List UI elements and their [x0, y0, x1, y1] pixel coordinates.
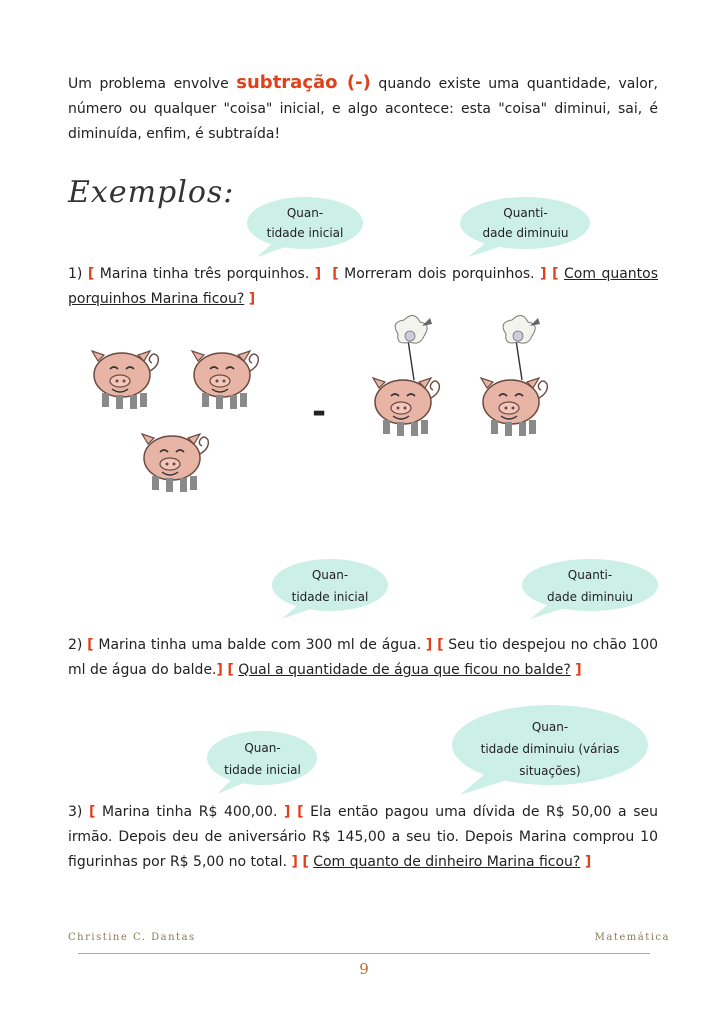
bracket: ] — [291, 854, 298, 870]
example-3-text — [68, 800, 658, 875]
pig-icon — [92, 351, 158, 409]
page-number: 9 — [359, 960, 369, 978]
bubble-line: tidade inicial — [224, 763, 301, 777]
bubble-line: Quan- — [286, 206, 324, 220]
bracket: [ — [89, 804, 96, 820]
bracket: [ — [297, 804, 304, 820]
bracket: [ — [552, 266, 559, 282]
speech-bubble-diminished-2 — [520, 557, 660, 619]
example-2-part-1: Marina tinha uma balde com 300 ml de água. — [93, 637, 426, 653]
dead-pig-icon — [481, 378, 547, 436]
bubble-line: Quanti- — [567, 568, 613, 582]
intro-pre: Um problema envolve — [68, 76, 237, 92]
flower-icon — [503, 315, 540, 380]
bracket: ] — [575, 662, 582, 678]
bracket: ] — [314, 266, 322, 282]
bubble-line: tidade diminuiu (várias — [480, 742, 620, 756]
example-3-part-2: Ela então pagou uma dívida de R$ 50,00 a seu irmão. Depois deu de aniversário R$ 145,00 a seu tio. Depois Marina comprou 10 figurinhas por R$ 5,00 no total. — [68, 804, 658, 870]
example-2-question: Qual a quantidade de água que ficou no balde? — [238, 662, 571, 678]
example-3-part-1: Marina tinha R$ 400,00. — [95, 804, 285, 820]
example-number: 2) — [68, 637, 83, 653]
bubble-line: tidade inicial — [291, 590, 369, 604]
bubble-line: dade diminuiu — [482, 226, 569, 240]
bubble-line: Quan- — [244, 741, 281, 755]
example-2-text — [68, 633, 658, 683]
examples-heading: Exemplos: — [68, 175, 235, 210]
bubble-line: Quan- — [311, 568, 349, 582]
bracket: [ — [227, 662, 234, 678]
bracket: [ — [87, 637, 94, 653]
bracket: ] — [540, 266, 547, 282]
speech-bubble-diminished-3 — [450, 703, 650, 795]
bubble-line: Quan- — [531, 720, 569, 734]
pig-icon — [192, 351, 258, 409]
footer-author: Christine C. Dantas — [68, 932, 196, 943]
speech-bubble-initial-2 — [270, 557, 390, 619]
intro-post: quando existe uma quantidade, valor, número ou qualquer "coisa" inicial, e algo acontece: esta "coisa" diminui, sai, é diminuída, enfim, é subtraída! — [68, 76, 658, 142]
example-1-part-2: Morreram dois porquinhos. — [338, 266, 541, 282]
example-number: 1) — [68, 266, 83, 282]
example-3-question: Com quanto de dinheiro Marina ficou? — [313, 854, 581, 870]
bubble-line: dade diminuiu — [547, 590, 633, 604]
bubble-line: tidade inicial — [266, 226, 344, 240]
bracket: ] — [216, 662, 223, 678]
bracket: [ — [302, 854, 309, 870]
flower-icon — [395, 315, 432, 380]
minus-sign: - — [312, 392, 327, 432]
subtraction-keyword: subtração (-) — [236, 72, 371, 93]
pig-icon — [142, 434, 208, 492]
bracket: ] — [284, 804, 291, 820]
footer-divider — [78, 953, 650, 954]
bracket: [ — [87, 266, 95, 282]
bubble-line: situações) — [519, 764, 581, 778]
bracket: [ — [332, 266, 339, 282]
bracket: [ — [437, 637, 444, 653]
example-1-part-1: Marina tinha três porquinhos. — [94, 266, 315, 282]
bracket: ] — [584, 854, 592, 870]
bracket: ] — [425, 637, 433, 653]
footer-subject: Matemática — [594, 932, 670, 943]
bracket: ] — [248, 291, 256, 307]
speech-bubble-initial-3 — [205, 728, 320, 794]
example-2-part-2: Seu tio despejou no chão 100 ml de água do balde. — [68, 637, 659, 678]
bubble-line: Quanti- — [503, 206, 548, 220]
dead-pig-icon — [373, 378, 439, 436]
example-1-question: Com quantos porquinhos Marina ficou? — [68, 266, 659, 307]
example-number: 3) — [68, 804, 83, 820]
